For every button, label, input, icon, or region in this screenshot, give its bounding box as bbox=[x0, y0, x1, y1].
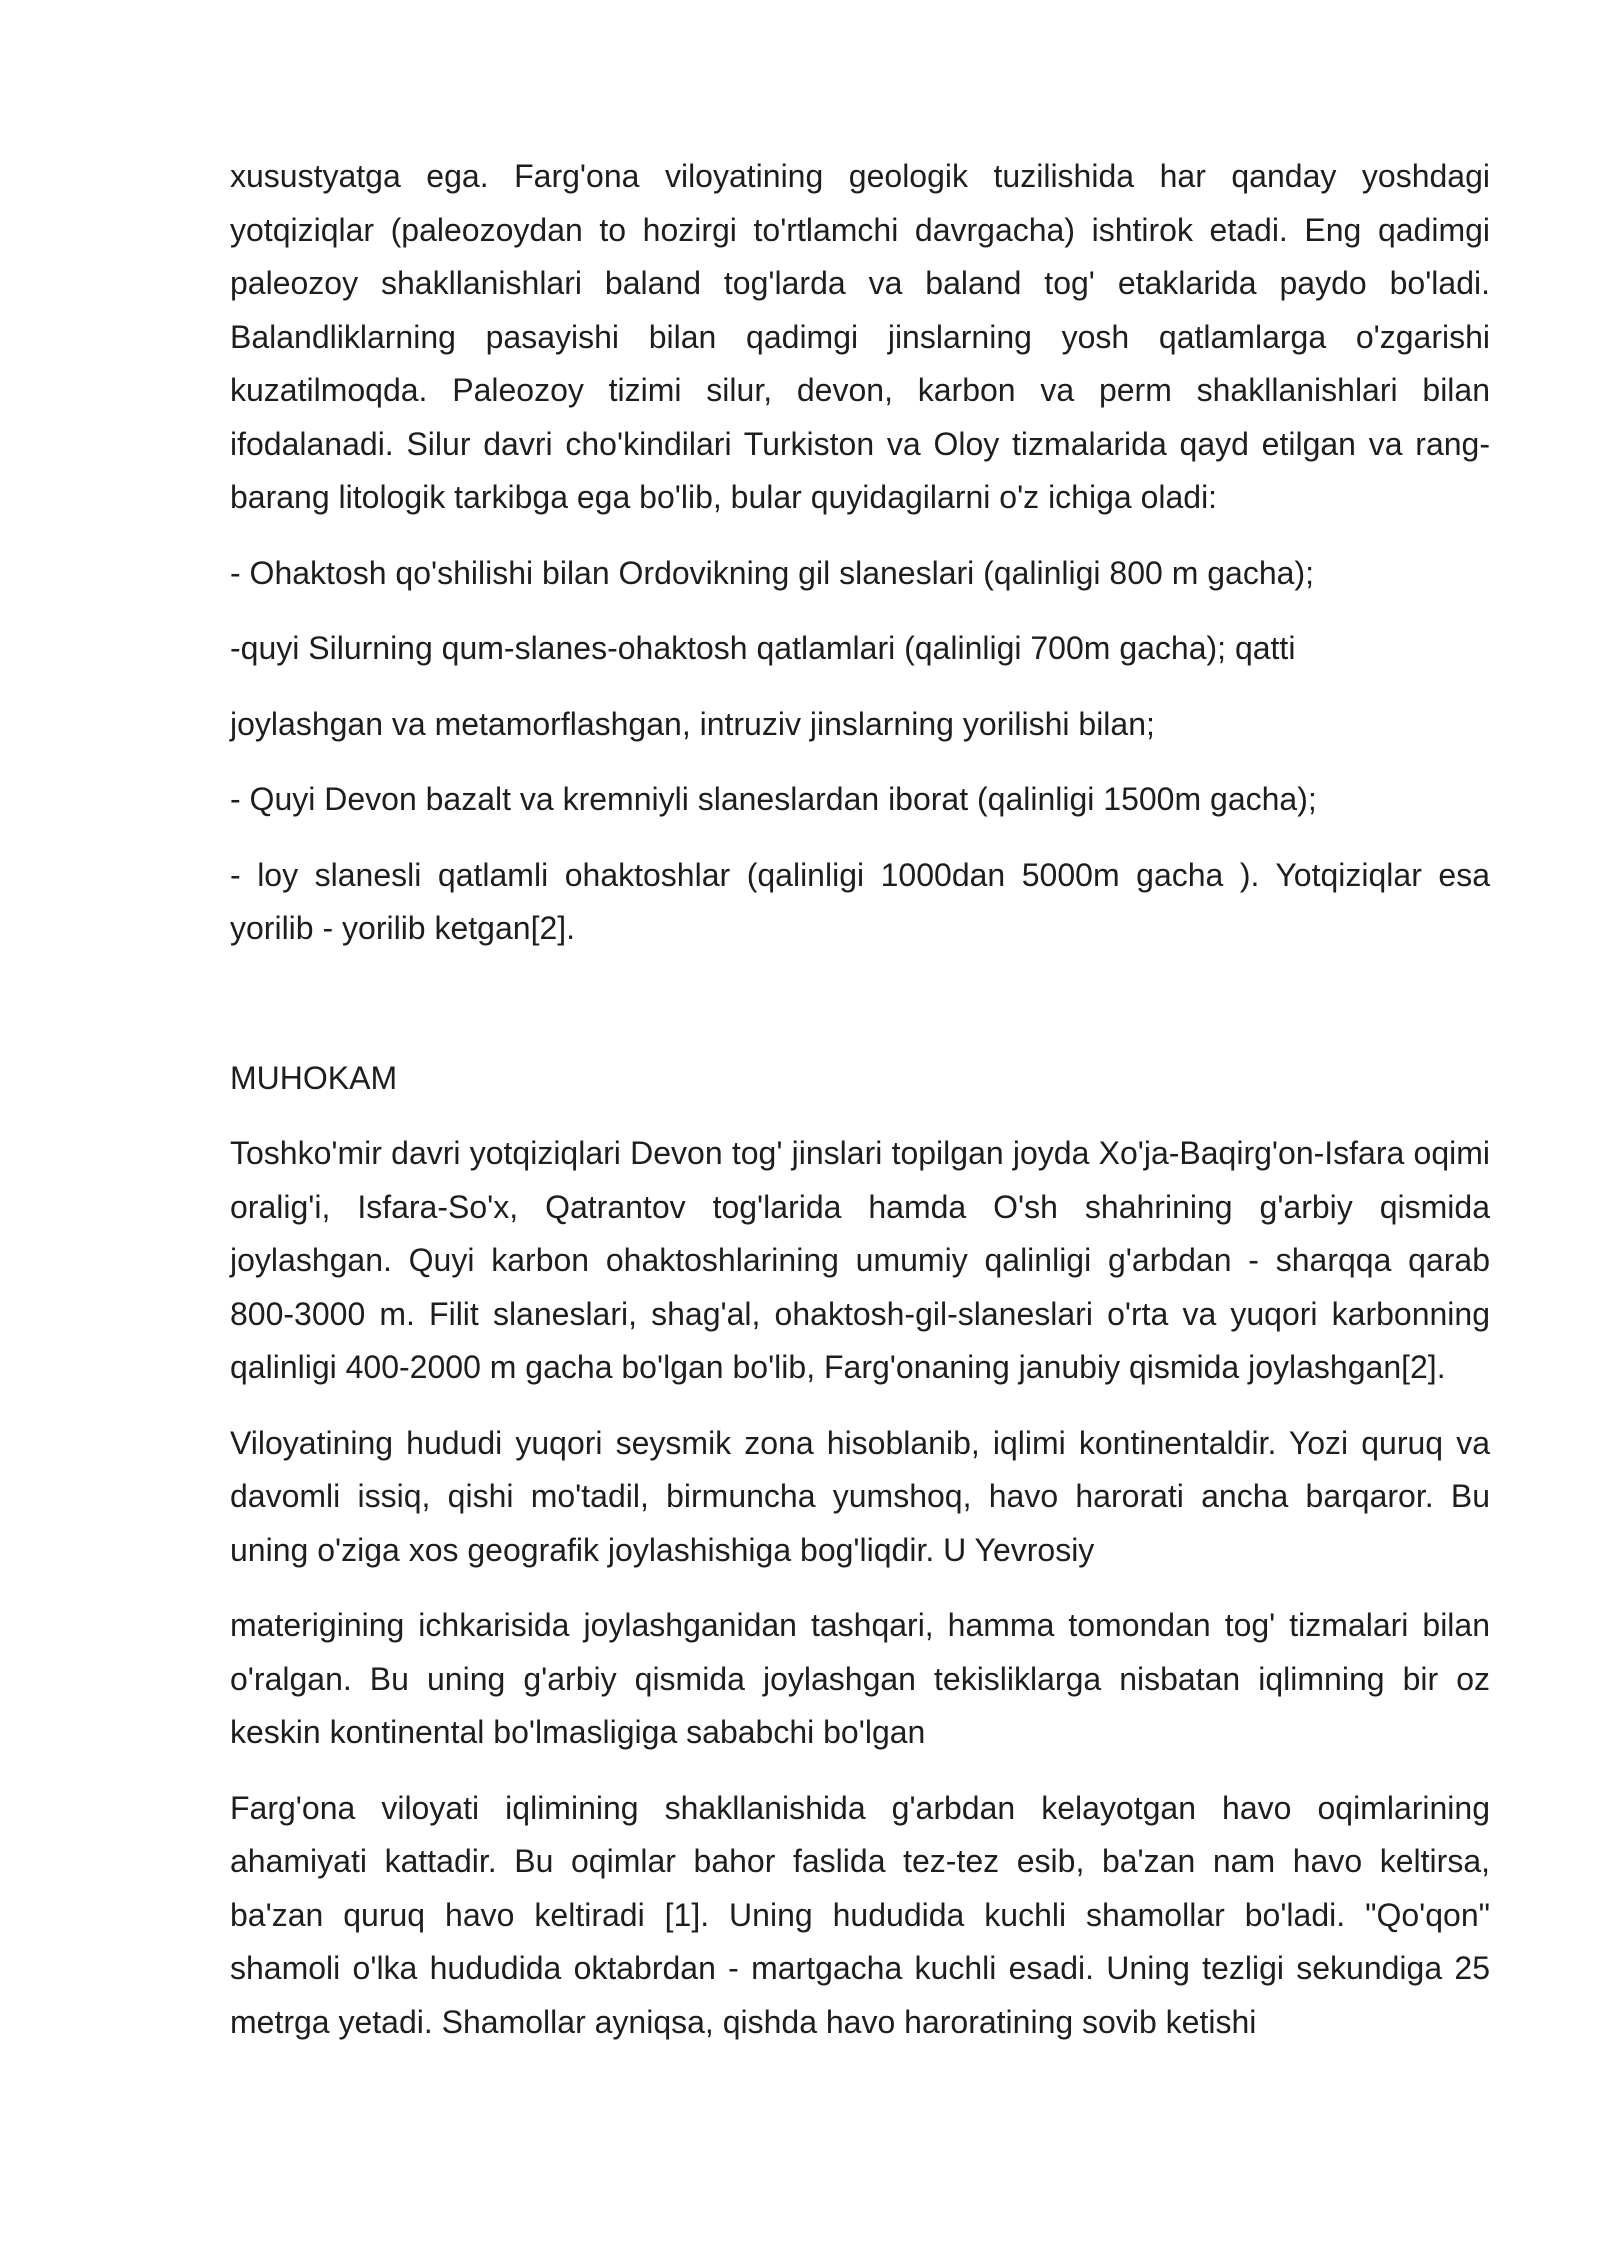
section-heading: MUHOKAM bbox=[230, 1059, 398, 1096]
list-item-continuation: joylashgan va metamorflashgan, intruziv jinslarning yorilishi bilan; bbox=[230, 705, 1155, 742]
list-item-silur-qatlamlari: -quyi Silurning qum-slanes-ohaktosh qatlamlari (qalinligi 700m gacha); qatti bbox=[230, 630, 1296, 666]
paragraph-toshkomir: Toshko'mir davri yotqiziqlari Devon tog' jinslari topilgan joyda Xo'ja-Baqirg'on-Isfara oqimi oralig'i, Isfara-So'x, Qatrantov tog'larida hamda O'sh shahrining g'arbiy qismida joylashgan. Quyi karbon ohaktoshlarining umumiy qalinligi g'arbdan - sharqqa qarab 800-3000 m. Filit slaneslari, shag'al, ohaktosh-gil-slaneslari o'rta va yuqori karbonning qalinligi 400-2000 m gacha bo'lgan bo'lib, Farg'onaning janubiy qismida joylashgan[2]. bbox=[230, 1135, 1490, 1385]
paragraph-winds: Farg'ona viloyati iqlimining shakllanishida g'arbdan kelayotgan havo oqimlarining ahamiyati kattadir. Bu oqimlar bahor faslida tez-tez esib, ba'zan nam havo keltirsa, ba'zan quruq havo keltiradi [1]. Uning hududida kuchli shamollar bo'ladi. "Qo'qon" shamoli o'lka hududida oktabrdan - martgacha kuchli esadi. Uning tezligi sekundiga 25 metrga yetadi. Shamollar ayniqsa, qishda havo haroratining sovib ketishi bbox=[230, 1789, 1490, 2040]
paragraph-climate: Viloyatining hududi yuqori seysmik zona hisoblanib, iqlimi kontinentaldir. Yozi quruq va davomli issiq, qishi mo'tadil, birmuncha yumshoq, havo harorati ancha barqaror. Bu uning o'ziga xos geografik joylashishiga bog'liqdir. U Yevrosiy bbox=[230, 1424, 1490, 1568]
list-item-loy-slanesli: - loy slanesli qatlamli ohaktoshlar (qalinligi 1000dan 5000m gacha ). Yotqiziqlar esa yorilib - yorilib ketgan[2]. bbox=[230, 856, 1490, 946]
list-item-ordovik-slanes: - Ohaktosh qo'shilishi bilan Ordovikning gil slaneslari (qalinligi 800 m gacha); bbox=[230, 554, 1314, 591]
paragraph-materik: materigining ichkarisida joylashganidan tashqari, hamma tomondan tog' tizmalari bilan o'ralgan. Bu uning g'arbiy qismida joylashgan tekisliklarga nisbatan iqlimning bir oz keskin kontinental bo'lmasligiga sababchi bo'lgan bbox=[230, 1607, 1490, 1750]
list-item-devon-bazalt: - Quyi Devon bazalt va kremniyli slaneslardan iborat (qalinligi 1500m gacha); bbox=[230, 781, 1317, 817]
document-page bbox=[230, 150, 1490, 2071]
paragraph-geology-intro: xusustyatga ega. Farg'ona viloyatining geologik tuzilishida har qanday yoshdagi yotqiziqlar (paleozoydan to hozirgi to'rtlamchi davrgacha) ishtirok etadi. Eng qadimgi paleozoy shakllanishlari baland tog'larda va baland tog' etaklarida paydo bo'ladi. Balandliklarning pasayishi bilan qadimgi jinslarning yosh qatlamlarga o'zgarishi kuzatilmoqda. Paleozoy tizimi silur, devon, karbon va perm shakllanishlari bilan ifodalanadi. Silur davri cho'kindilari Turkiston va Oloy tizmalarida qayd etilgan va rang-barang litologik tarkibga ega bo'lib, bular quyidagilarni o'z ichiga oladi: bbox=[230, 158, 1490, 515]
